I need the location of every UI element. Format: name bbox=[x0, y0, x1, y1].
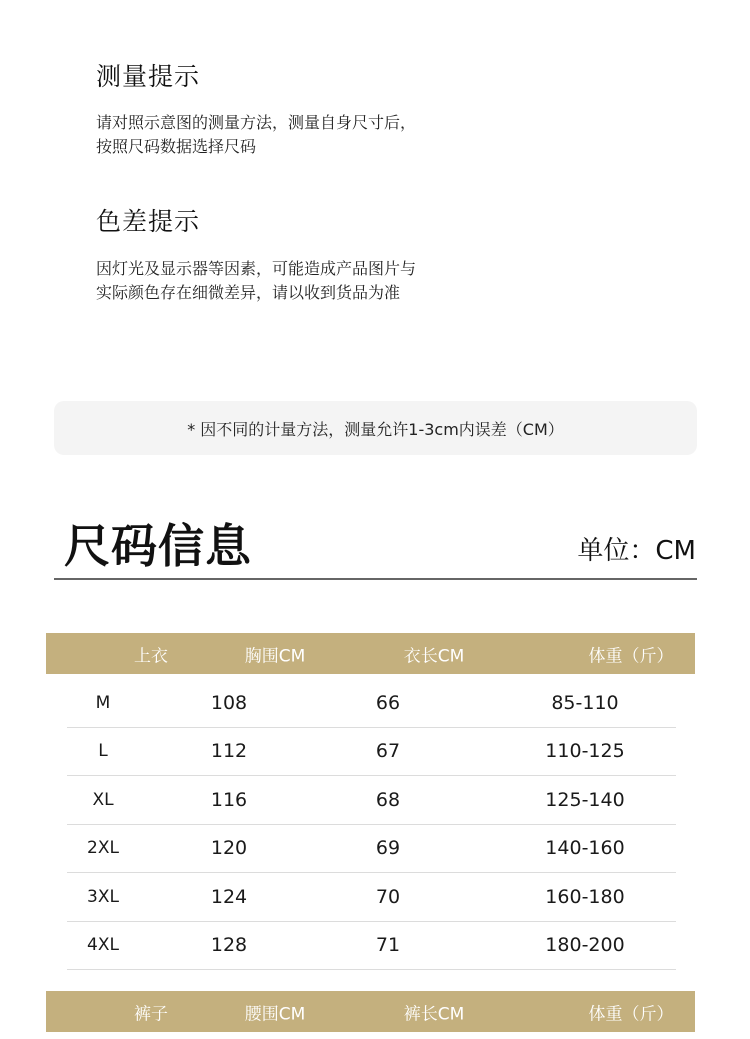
length-cell: 67 bbox=[375, 740, 401, 763]
top-table-body bbox=[67, 679, 676, 970]
weight-cell: 180-200 bbox=[545, 934, 625, 957]
table-row bbox=[67, 825, 676, 874]
header-cell: 腰围CM bbox=[244, 1004, 306, 1024]
length-cell: 71 bbox=[375, 934, 401, 957]
table-row bbox=[67, 679, 676, 728]
color-tip-line: 实际颜色存在细微差异，请以收到货品为准 bbox=[96, 283, 401, 302]
unit-label: 单位：CM bbox=[577, 536, 696, 566]
size-cell: XL bbox=[92, 789, 114, 810]
measurement-notice bbox=[54, 401, 697, 455]
length-cell: 69 bbox=[375, 837, 401, 860]
chest-cell: 108 bbox=[210, 691, 248, 714]
chest-cell: 128 bbox=[210, 934, 248, 957]
chest-cell: 112 bbox=[210, 740, 248, 763]
header-cell: 裤子 bbox=[134, 1004, 168, 1024]
size-cell: 4XL bbox=[87, 935, 119, 956]
weight-cell: 140-160 bbox=[545, 837, 625, 860]
top-table-header bbox=[46, 633, 695, 674]
measure-tip-title: 测量提示 bbox=[96, 62, 201, 91]
header-cell: 体重（斤） bbox=[588, 1004, 674, 1024]
weight-cell: 85-110 bbox=[551, 691, 619, 714]
table-row bbox=[67, 922, 676, 971]
header-cell: 胸围CM bbox=[244, 646, 306, 666]
header-cell: 裤长CM bbox=[403, 1004, 465, 1024]
table-row bbox=[67, 776, 676, 825]
header-cell: 体重（斤） bbox=[588, 646, 674, 666]
color-tip-line: 因灯光及显示器等因素，可能造成产品图片与 bbox=[96, 259, 417, 278]
length-cell: 70 bbox=[375, 885, 401, 908]
color-tip-body bbox=[96, 257, 416, 305]
measure-tip-line: 按照尺码数据选择尺码 bbox=[96, 137, 257, 156]
weight-cell: 110-125 bbox=[545, 740, 625, 763]
chest-cell: 120 bbox=[210, 837, 248, 860]
size-info-title: 尺码信息 bbox=[64, 519, 252, 573]
color-tip-title: 色差提示 bbox=[96, 207, 201, 236]
bottom-table-header bbox=[46, 991, 695, 1032]
size-cell: L bbox=[98, 741, 108, 762]
length-cell: 68 bbox=[375, 788, 401, 811]
size-cell: 3XL bbox=[87, 886, 119, 907]
measure-tip-line: 请对照示意图的测量方法，测量自身尺寸后， bbox=[96, 113, 417, 132]
size-cell: M bbox=[95, 692, 111, 713]
size-cell: 2XL bbox=[87, 838, 119, 859]
length-cell: 66 bbox=[375, 691, 401, 714]
measurement-notice-text: * 因不同的计量方法，测量允许1-3cm内误差（CM） bbox=[187, 419, 564, 439]
weight-cell: 160-180 bbox=[545, 885, 625, 908]
chest-cell: 116 bbox=[210, 788, 248, 811]
header-cell: 上衣 bbox=[134, 646, 168, 666]
table-row bbox=[67, 873, 676, 922]
weight-cell: 125-140 bbox=[545, 788, 625, 811]
table-row bbox=[67, 728, 676, 777]
header-cell: 衣长CM bbox=[403, 646, 465, 666]
title-divider bbox=[54, 578, 697, 580]
chest-cell: 124 bbox=[210, 885, 248, 908]
measure-tip-body bbox=[96, 111, 416, 159]
